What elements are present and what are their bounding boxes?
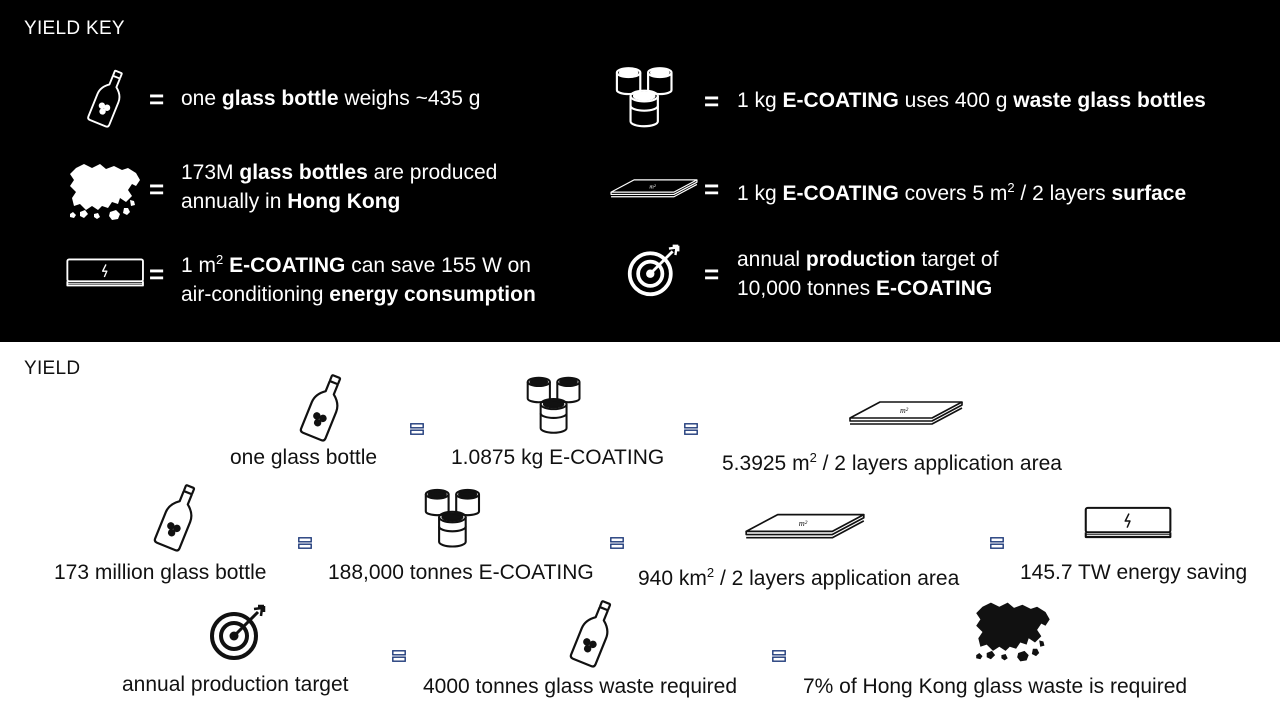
equals-sign: =: [149, 84, 165, 114]
panels-icon: [608, 168, 700, 204]
bottle-icon: [150, 482, 206, 552]
yield-row1-coating: 1.0875 kg E-COATING: [451, 446, 665, 469]
yield-key-panel: [0, 0, 1280, 342]
yield-row2-bottles: 173 million glass bottle: [54, 561, 267, 584]
yield-row2-coating: 188,000 tonnes E-COATING: [328, 561, 594, 584]
equals-icon: [990, 537, 1004, 549]
yield-row3-hk-share: 7% of Hong Kong glass waste is required: [803, 675, 1188, 698]
equals-sign: =: [149, 174, 165, 204]
yield-row2-energy: 145.7 TW energy saving: [1020, 561, 1248, 584]
equals-sign: =: [704, 86, 720, 116]
yield-row3-target: annual production target: [122, 673, 349, 696]
key-text-production-target: annual production target of 10,000 tonnes E-COATING: [737, 248, 999, 300]
equals-sign: =: [704, 259, 720, 289]
target-icon: [208, 602, 268, 662]
equals-icon: [772, 650, 786, 662]
air-conditioner-icon: [1082, 500, 1176, 544]
yield-title: YIELD: [24, 358, 81, 379]
hong-kong-map-icon: [66, 160, 146, 224]
equals-icon: [684, 423, 698, 435]
equals-sign: =: [149, 259, 165, 289]
equals-icon: [610, 537, 624, 549]
bottle-icon: [84, 68, 132, 128]
key-text-coating-coverage: 1 kg E-COATING covers 5 $m^2 / 2$ layers surface: [737, 180, 1187, 205]
paint-cans-icon: [422, 484, 498, 552]
yield-row1-bottle: one glass bottle: [230, 446, 378, 469]
equals-icon: [410, 423, 424, 435]
panels-icon: [742, 502, 868, 544]
air-conditioner-icon: [64, 252, 148, 292]
key-text-hk-production: 173M glass bottles are produced annually in Hong Kong: [181, 161, 498, 213]
bottle-icon: [296, 372, 352, 442]
key-text-coating-glass: 1 kg E-COATING uses 400 g waste glass bottles: [737, 89, 1206, 112]
yield-key-title: YIELD KEY: [24, 18, 125, 39]
yield-row2-area: 940 $km^2 / 2$ layers application area: [638, 565, 960, 590]
paint-cans-icon: [524, 372, 598, 438]
bottle-icon: [566, 598, 622, 668]
equals-icon: [392, 650, 406, 662]
yield-row1-area: 5.3925 $m^2 / 2$ layers application area: [722, 450, 1062, 475]
key-text-energy-saving: 1 $m^2$ E-COATING can save 155 W on air-conditioning energy consumption: [181, 252, 536, 306]
key-text-bottle-weight: one glass bottle weighs ~435 g: [181, 87, 481, 110]
yield-row3-glass-waste: 4000 tonnes glass waste required: [423, 675, 738, 698]
hong-kong-map-icon: [972, 598, 1056, 666]
paint-cans-icon: [613, 62, 691, 132]
equals-sign: =: [704, 174, 720, 204]
panels-icon: [844, 390, 968, 430]
equals-icon: [298, 537, 312, 549]
target-icon: [626, 242, 682, 298]
